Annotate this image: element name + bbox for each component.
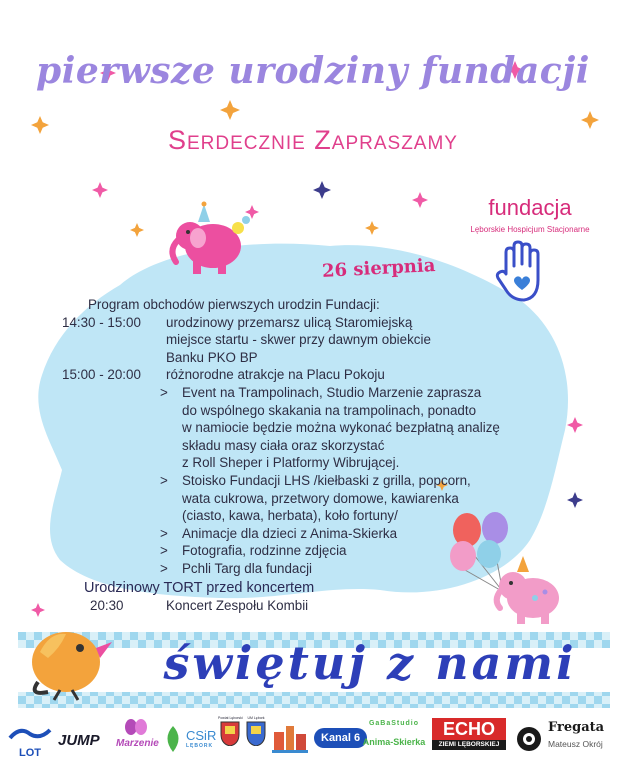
arrow-marker: > (160, 525, 168, 541)
concert-time: 20:30 (90, 598, 124, 614)
schedule-time: 14:30 - 15:00 (62, 314, 141, 330)
attraction-line: do wspólnego skakania na trampolinach, ponadto (182, 402, 477, 418)
gear-badge-icon (516, 726, 542, 752)
sponsor-csir-text: CSiR (186, 728, 217, 743)
star-icon (220, 100, 240, 120)
sponsor-anima-text: Anima-Skierka (362, 737, 426, 747)
attraction-line: wata cukrowa, przetwory domowe, kawiarenka (182, 490, 459, 506)
elephant-illustration (168, 200, 258, 280)
star-icon (92, 182, 108, 198)
schedule-line: miejsce startu - skwer przy dawnym obiekcie (166, 332, 431, 348)
sponsor-echo-text: ECHO (432, 718, 506, 740)
bird-illustration (20, 612, 116, 702)
coat-of-arms-icon (245, 720, 267, 746)
sponsor-um-lebork-text: UM Lębork (247, 716, 265, 720)
sponsor-kanal6-logo: Kanal 6 (314, 728, 367, 748)
arrow-marker: > (160, 472, 168, 488)
attraction-line: (ciasto, kawa, herbata), koło fortuny/ (182, 508, 398, 524)
attraction-line: Event na Trampolinach, Studio Marzenie zaprasza (182, 384, 482, 400)
star-icon (567, 417, 583, 433)
attraction-line: Pchli Targ dla fundacji (182, 560, 313, 576)
sponsor-um-lebork-logo (244, 716, 268, 751)
sponsor-fregata-logo (548, 720, 622, 749)
attraction-line: składu masy ciała oraz skorzystać (182, 437, 385, 453)
sponsor-lot-logo (8, 726, 52, 759)
event-date: 26 sierpnia (321, 255, 436, 282)
attraction-line: Animacje dla dzieci z Anima-Skierka (182, 525, 398, 541)
sponsor-powiat-text: Powiat Lęborski (218, 716, 243, 720)
arrow-marker: > (160, 560, 168, 576)
arrow-marker: > (160, 384, 168, 400)
foundation-logo (455, 195, 605, 234)
sponsor-lot-text: LOT (19, 747, 41, 759)
star-icon (365, 221, 379, 235)
foundation-name: fundacja (488, 195, 572, 220)
cake-announcement: Urodzinowy TORT przed koncertem (84, 579, 315, 596)
arrow-marker: > (160, 543, 168, 559)
attraction-item (160, 384, 522, 472)
sponsor-csir-subtext: LĘBORK (186, 743, 214, 749)
schedule-time: 15:00 - 20:00 (62, 367, 141, 383)
city-icon (270, 722, 310, 754)
program-intro: Program obchodów pierwszych urodzin Fundacji: (88, 297, 380, 312)
wave-icon (8, 726, 52, 742)
concert-text: Koncert Zespołu Kombii (166, 598, 309, 614)
sponsor-echo-logo (432, 718, 506, 750)
sponsors-row (0, 712, 626, 768)
event-title: pierwsze urodziny fundacji (36, 50, 590, 92)
sponsor-jump-logo: JUMP (58, 732, 100, 749)
schedule-item (62, 314, 522, 367)
balloons-elephant-illustration (445, 508, 575, 638)
sponsor-anima-logo (360, 720, 428, 747)
coat-of-arms-icon (219, 720, 241, 746)
attraction-line: z Roll Sheper i Platformy Wibrującej. (182, 455, 400, 471)
sponsor-csir-logo (186, 728, 216, 749)
schedule-line: różnorodne atrakcje na Placu Pokoju (166, 367, 385, 383)
invitation-subtitle: Serdecznie Zapraszamy (168, 125, 458, 155)
sponsor-fregata-text: Fregata (548, 720, 605, 735)
star-icon (412, 192, 428, 208)
attraction-line: Stoisko Fundacji LHS /kiełbaski z grilla, popcorn, (182, 472, 471, 488)
sponsor-marzenie-logo: Marzenie (116, 738, 159, 749)
slogan: świętuj z nami (163, 636, 577, 690)
star-icon (313, 181, 331, 199)
sponsor-anima-top-text: GaBaStudio (368, 720, 420, 727)
attraction-line: Fotografia, rodzinne zdjęcia (182, 543, 347, 559)
leaf-icon (162, 724, 184, 754)
schedule-item (62, 366, 522, 384)
star-icon (567, 492, 583, 508)
attraction-line: w namiocie będzie można wykonać bezpłatną analizę (182, 420, 500, 436)
schedule-line: Banku PKO BP (166, 349, 258, 365)
star-icon (130, 223, 144, 237)
sponsor-echo-subtext: ZIEMI LĘBORSKIEJ (432, 740, 506, 750)
butterfly-icon (124, 718, 148, 736)
schedule-line: urodzinowy przemarsz ulicą Staromiejską (166, 314, 413, 330)
sponsor-fregata-subtext: Mateusz Okrój (548, 739, 603, 749)
foundation-full-name: Lęborskie Hospicjum Stacjonarne (470, 225, 590, 234)
sponsor-powiat-logo (218, 716, 242, 751)
